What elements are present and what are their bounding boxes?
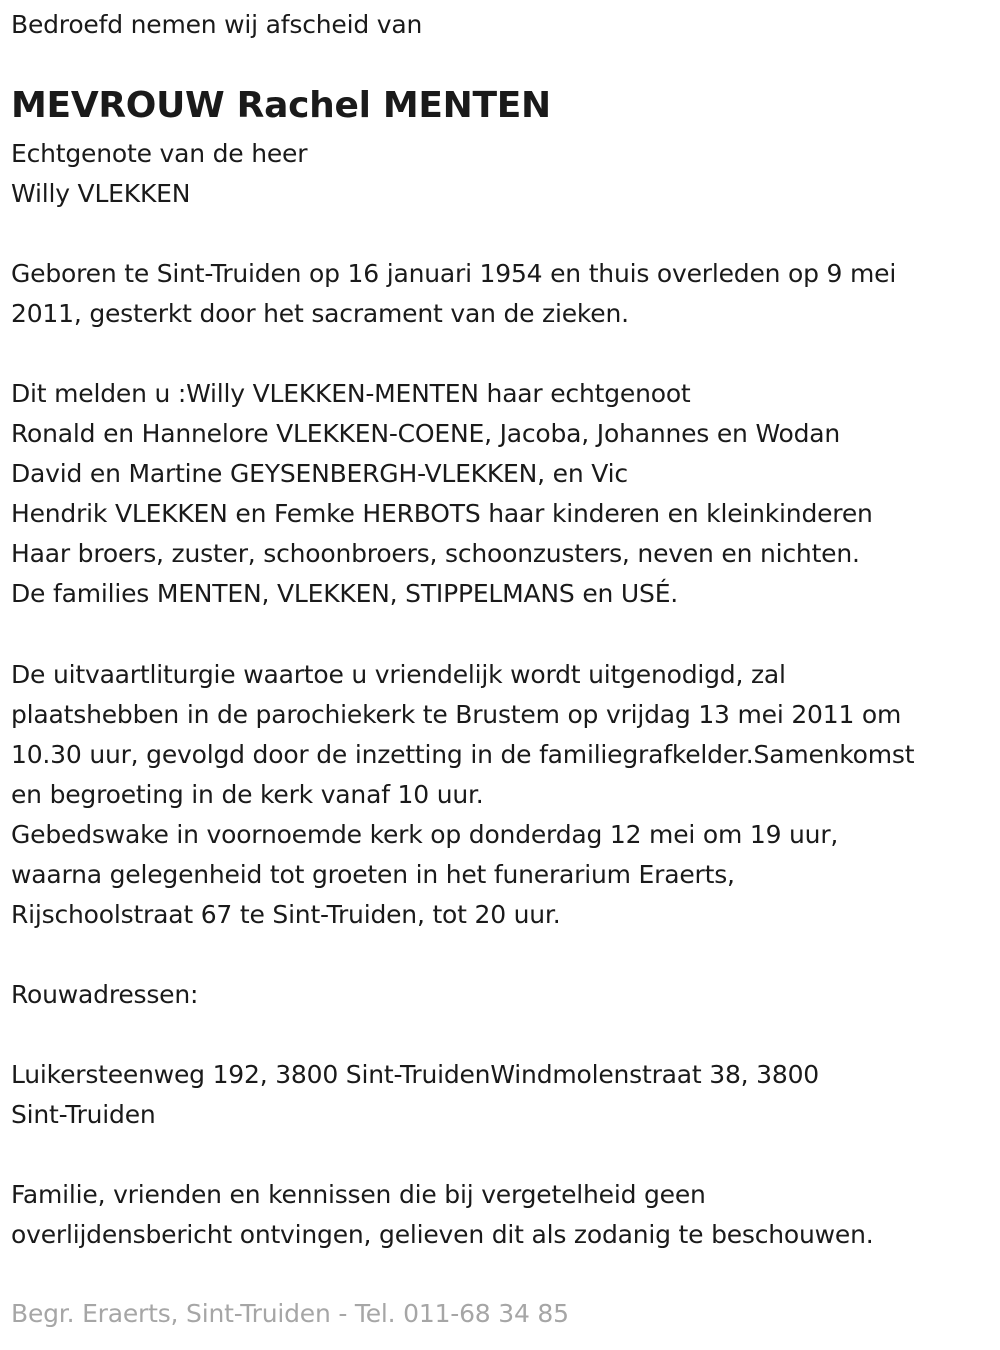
funeral-line: en begroeting in de kerk vanaf 10 uur. [11, 780, 484, 809]
family-line: Hendrik VLEKKEN en Femke HERBOTS haar kinderen en kleinkinderen [11, 499, 873, 528]
deceased-name: MEVROUW Rachel MENTEN [11, 85, 551, 126]
family-line: David en Martine GEYSENBERGH-VLEKKEN, en Vic [11, 459, 628, 488]
rouwadressen-label: Rouwadressen: [11, 980, 199, 1009]
spouse-line: Echtgenote van de heer [11, 139, 308, 168]
address-line: Luikersteenweg 192, 3800 Sint-TruidenWindmolenstraat 38, 3800 [11, 1060, 820, 1089]
family-block [11, 374, 873, 614]
funeral-line: waarna gelegenheid tot groeten in het funerarium Eraerts, [11, 860, 735, 889]
family-line: Ronald en Hannelore VLEKKEN-COENE, Jacoba, Johannes en Wodan [11, 419, 841, 448]
family-line: De families MENTEN, VLEKKEN, STIPPELMANS en USÉ. [11, 579, 679, 608]
funeral-line: Rijschoolstraat 67 te Sint-Truiden, tot 20 uur. [11, 900, 561, 929]
spouse-line: Willy VLEKKEN [11, 179, 191, 208]
birth-death-line: Geboren te Sint-Truiden op 16 januari 1954 en thuis overleden op 9 mei [11, 259, 897, 288]
rouwadressen-heading [11, 975, 198, 1015]
notice-block [11, 1175, 874, 1255]
birth-death-block [11, 254, 896, 334]
notice-line: overlijdensbericht ontvingen, gelieven dit als zodanig te beschouwen. [11, 1220, 874, 1249]
family-line: Dit melden u :Willy VLEKKEN-MENTEN haar echtgenoot [11, 379, 691, 408]
address-line: Sint-Truiden [11, 1100, 156, 1129]
family-line: Haar broers, zuster, schoonbroers, schoonzusters, neven en nichten. [11, 539, 860, 568]
funeral-line: De uitvaartliturgie waartoe u vriendelijk wordt uitgenodigd, zal [11, 660, 786, 689]
birth-death-line: 2011, gesterkt door het sacrament van de zieken. [11, 299, 629, 328]
spouse-block [11, 134, 307, 214]
funeral-block [11, 655, 914, 935]
intro-text: Bedroefd nemen wij afscheid van [11, 10, 423, 39]
funeral-line: plaatshebben in de parochiekerk te Brustem op vrijdag 13 mei 2011 om [11, 700, 902, 729]
funeral-home-footer: Begr. Eraerts, Sint-Truiden - Tel. 011-68 34 85 [11, 1299, 569, 1328]
address-block [11, 1055, 819, 1135]
notice-line: Familie, vrienden en kennissen die bij vergetelheid geen [11, 1180, 706, 1209]
funeral-line: Gebedswake in voornoemde kerk op donderdag 12 mei om 19 uur, [11, 820, 839, 849]
funeral-line: 10.30 uur, gevolgd door de inzetting in de familiegrafkelder.Samenkomst [11, 740, 915, 769]
